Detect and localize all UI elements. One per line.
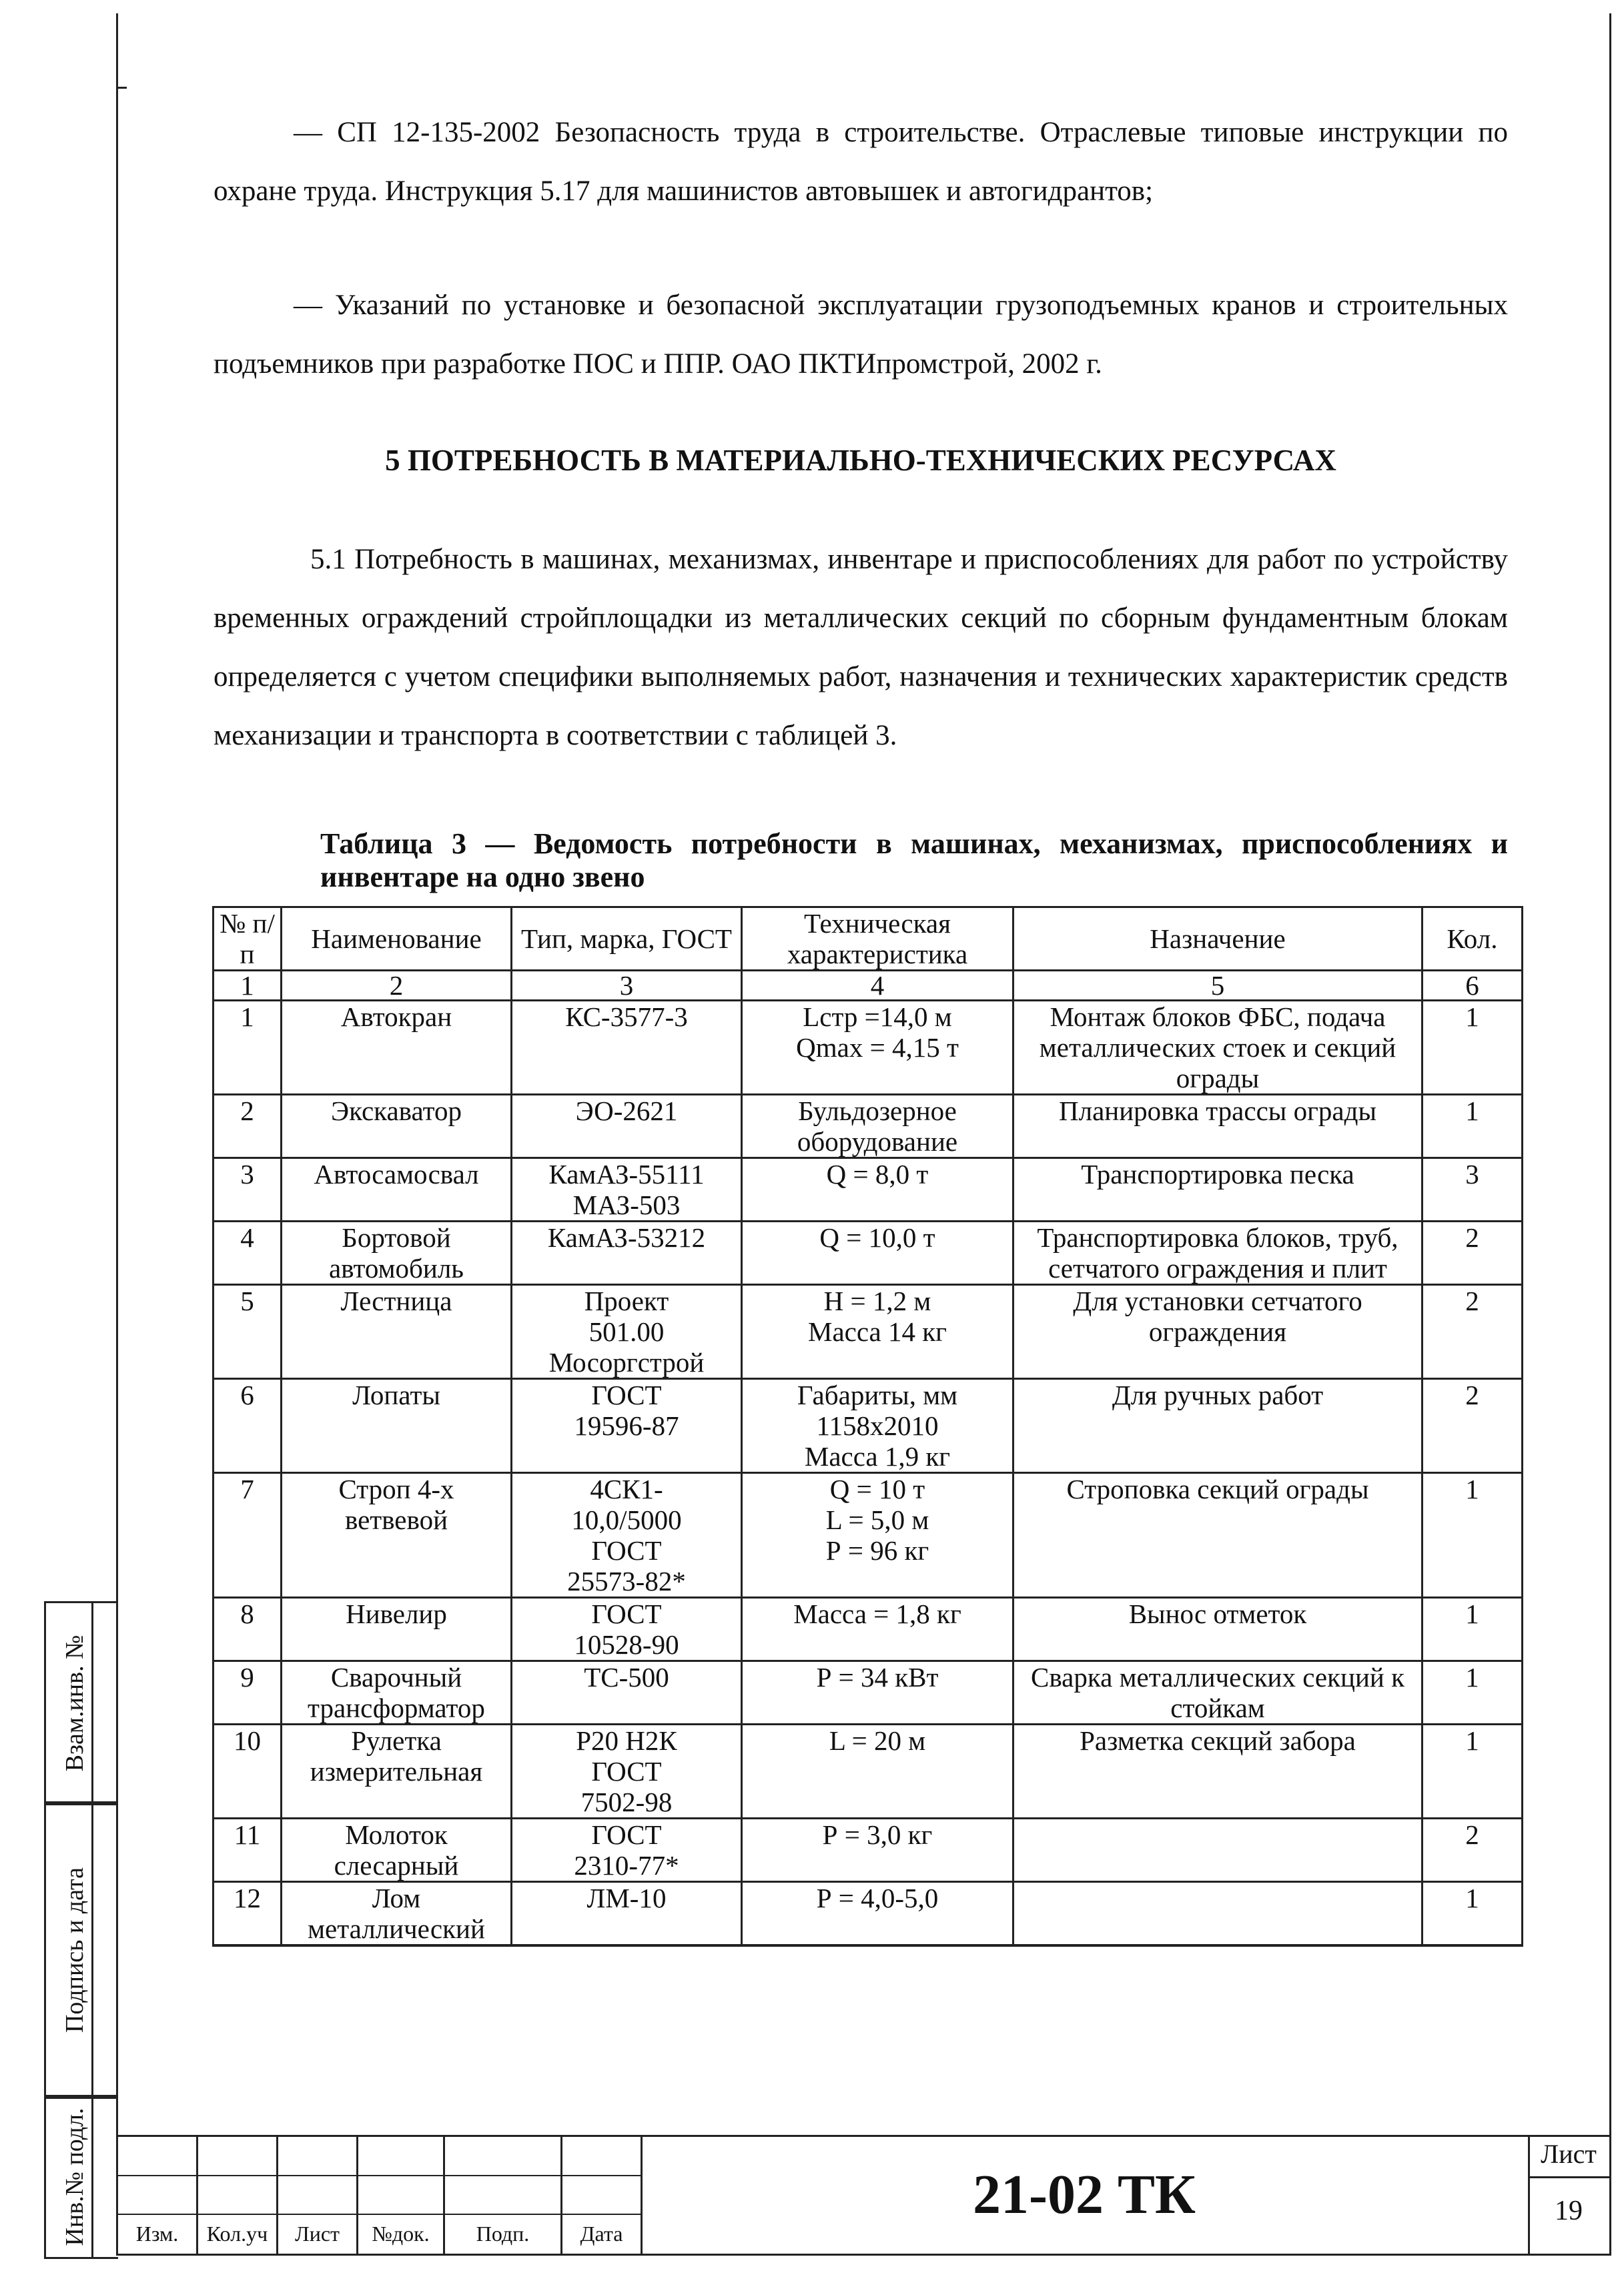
row-name: Сварочный трансформатор [282,1661,512,1725]
row-type: ТС-500 [512,1661,742,1725]
column-number: 4 [742,971,1013,1001]
row-name: Автосамосвал [282,1158,512,1222]
row-spec: Р = 3,0 кг [742,1819,1013,1882]
table-row [214,1379,1523,1473]
table-row [214,1473,1523,1598]
stamp-label-cell [58,2097,93,2257]
row-number: 11 [214,1819,282,1882]
row-type: ЭО-2621 [512,1095,742,1158]
row-name: Нивелир [282,1598,512,1661]
row-type: КамАЗ-53212 [512,1222,742,1285]
table-column-numbers-row [214,971,1523,1001]
row-type: КамАЗ-55111 МАЗ-503 [512,1158,742,1222]
row-number: 7 [214,1473,282,1598]
row-name: Лом металлический [282,1882,512,1946]
row-name: Рулетка измерительная [282,1725,512,1819]
title-block-label-signature: Подп. [476,2222,530,2246]
title-block-label-doc: №док. [372,2222,430,2246]
row-purpose: Разметка секций забора [1013,1725,1423,1819]
header-purpose: Назначение [1013,907,1423,971]
row-number: 12 [214,1882,282,1946]
stamp-original-inv [44,2095,118,2259]
title-block-sheet-line [1528,2176,1611,2178]
row-name: Лестница [282,1285,512,1379]
row-name: Бортовой автомобиль [282,1222,512,1285]
row-qty: 1 [1423,1001,1523,1095]
sheet-number: 19 [1555,2196,1583,2226]
row-purpose: Монтаж блоков ФБС, подача металлических стоек и секций ограды [1013,1001,1423,1095]
row-type: ГОСТ 10528-90 [512,1598,742,1661]
table-row [214,1598,1523,1661]
row-qty: 3 [1423,1158,1523,1222]
paragraph-text: — СП 12-135-2002 Безопасность труда в строительстве. Отраслевые типовые инструкции по охране труда. Инструкция 5.17 для машинистов автовышек и автогидрантов; [214,117,1508,207]
row-number: 8 [214,1598,282,1661]
row-name: Экскаватор [282,1095,512,1158]
row-purpose [1013,1882,1423,1946]
row-spec: Бульдозерное оборудование [742,1095,1013,1158]
row-purpose: Для ручных работ [1013,1379,1423,1473]
paragraph-text: — Указаний по установке и безопасной эксплуатации грузоподъемных кранов и строительных подъемников при разработке ПОС и ППР. ОАО ПКТИпромстрой, 2002 г. [214,290,1508,380]
header-name: Наименование [282,907,512,971]
title-block-label-date: Дата [580,2222,623,2246]
table-row [214,1661,1523,1725]
column-number: 3 [512,971,742,1001]
row-spec: Р = 34 кВт [742,1661,1013,1725]
row-purpose [1013,1819,1423,1882]
table-row [214,1001,1523,1095]
row-spec: Габариты, мм 1158х2010 Масса 1,9 кг [742,1379,1013,1473]
row-type: ГОСТ 19596-87 [512,1379,742,1473]
row-type: 4СК1- 10,0/5000 ГОСТ 25573-82* [512,1473,742,1598]
row-purpose: Транспортировка песка [1013,1158,1423,1222]
stamp-replacement-inv [44,1601,118,1805]
row-qty: 2 [1423,1285,1523,1379]
stamp-label: Взам.инв. № [61,1635,89,1772]
stamp-label: Инв.№ подл. [61,2108,89,2246]
frame-bottom-border [116,2254,1611,2256]
equipment-table [212,906,1523,1947]
column-number: 2 [282,971,512,1001]
document-code: 21-02 ТК [973,2164,1196,2226]
row-type: Р20 Н2К ГОСТ 7502-98 [512,1725,742,1819]
row-type: КС-3577-3 [512,1001,742,1095]
row-name: Автокран [282,1001,512,1095]
row-qty: 1 [1423,1095,1523,1158]
row-qty: 1 [1423,1598,1523,1661]
row-type: ГОСТ 2310-77* [512,1819,742,1882]
title-block-label-change: Изм. [135,2222,179,2246]
row-qty: 1 [1423,1473,1523,1598]
title-block-label-count: Кол.уч [206,2222,268,2246]
row-qty: 2 [1423,1222,1523,1285]
frame-right-border [1609,13,1611,2255]
title-block-label-sheet: Лист [294,2222,340,2246]
row-spec: Н = 1,2 м Масса 14 кг [742,1285,1013,1379]
table-row [214,1882,1523,1946]
row-number: 9 [214,1661,282,1725]
row-qty: 2 [1423,1379,1523,1473]
table-header-row [214,907,1523,971]
row-qty: 2 [1423,1819,1523,1882]
header-type: Тип, марка, ГОСТ [512,907,742,971]
table-row [214,1819,1523,1882]
table-row [214,1095,1523,1158]
row-name: Лопаты [282,1379,512,1473]
stamp-label-cell [58,1603,93,1803]
row-spec: Q = 8,0 т [742,1158,1013,1222]
row-qty: 1 [1423,1725,1523,1819]
table-caption [214,827,1508,894]
table-caption-text: Таблица 3 — Ведомость потребности в машинах, механизмах, приспособлениях и инвентаре на одно звено [320,827,1508,893]
table-row [214,1285,1523,1379]
title-block-top-line [116,2135,1611,2137]
column-number: 5 [1013,971,1423,1001]
stamp-label-cell [58,1803,93,2097]
row-type: Проект 501.00 Мосоргстрой [512,1285,742,1379]
header-qty: Кол. [1423,907,1523,971]
header-spec: Техническая характеристика [742,907,1013,971]
table-row [214,1222,1523,1285]
row-spec: L = 20 м [742,1725,1013,1819]
row-qty: 1 [1423,1882,1523,1946]
paragraph-sp-reference [214,103,1508,221]
row-spec: Q = 10 т L = 5,0 м Р = 96 кг [742,1473,1013,1598]
row-qty: 1 [1423,1661,1523,1725]
row-number: 3 [214,1158,282,1222]
row-purpose: Транспортировка блоков, труб, сетчатого ограждения и плит [1013,1222,1423,1285]
stamp-signature-date [44,1801,118,2099]
row-number: 10 [214,1725,282,1819]
row-number: 4 [214,1222,282,1285]
row-purpose: Для установки сетчатого ограждения [1013,1285,1423,1379]
section-title: 5 ПОТРЕБНОСТЬ В МАТЕРИАЛЬНО-ТЕХНИЧЕСКИХ РЕСУРСАХ [385,444,1336,477]
row-spec: Р = 4,0-5,0 [742,1882,1013,1946]
stamp-label: Подпись и дата [61,1867,89,2033]
row-name: Молоток слесарный [282,1819,512,1882]
row-name: Строп 4-х ветвевой [282,1473,512,1598]
header-number: № п/п [214,907,282,971]
table-row [214,1725,1523,1819]
row-type: ЛМ-10 [512,1882,742,1946]
row-spec: Масса = 1,8 кг [742,1598,1013,1661]
row-number: 1 [214,1001,282,1095]
paragraph-instructions-reference [214,276,1508,394]
frame-tick [116,87,127,89]
paragraph-text: 5.1 Потребность в машинах, механизмах, инвентаре и приспособлениях для работ по устройству временных ограждений стройплощадки из металлических секций по сборным фундаментным блокам определяется с учетом специфики выполняемых работ, назначения и технических характеристик средств механизации и транспорта в соответствии с таблицей 3. [214,544,1508,751]
row-number: 2 [214,1095,282,1158]
row-purpose: Сварка металлических секций к стойкам [1013,1661,1423,1725]
sheet-label: Лист [1541,2139,1597,2169]
table-row [214,1158,1523,1222]
column-number: 1 [214,971,282,1001]
row-purpose: Строповка секций ограды [1013,1473,1423,1598]
row-purpose: Планировка трассы ограды [1013,1095,1423,1158]
row-number: 5 [214,1285,282,1379]
paragraph-requirements [214,530,1508,765]
row-spec: Q = 10,0 т [742,1222,1013,1285]
row-number: 6 [214,1379,282,1473]
row-spec: Lстр =14,0 м Qmax = 4,15 т [742,1001,1013,1095]
column-number: 6 [1423,971,1523,1001]
row-purpose: Вынос отметок [1013,1598,1423,1661]
